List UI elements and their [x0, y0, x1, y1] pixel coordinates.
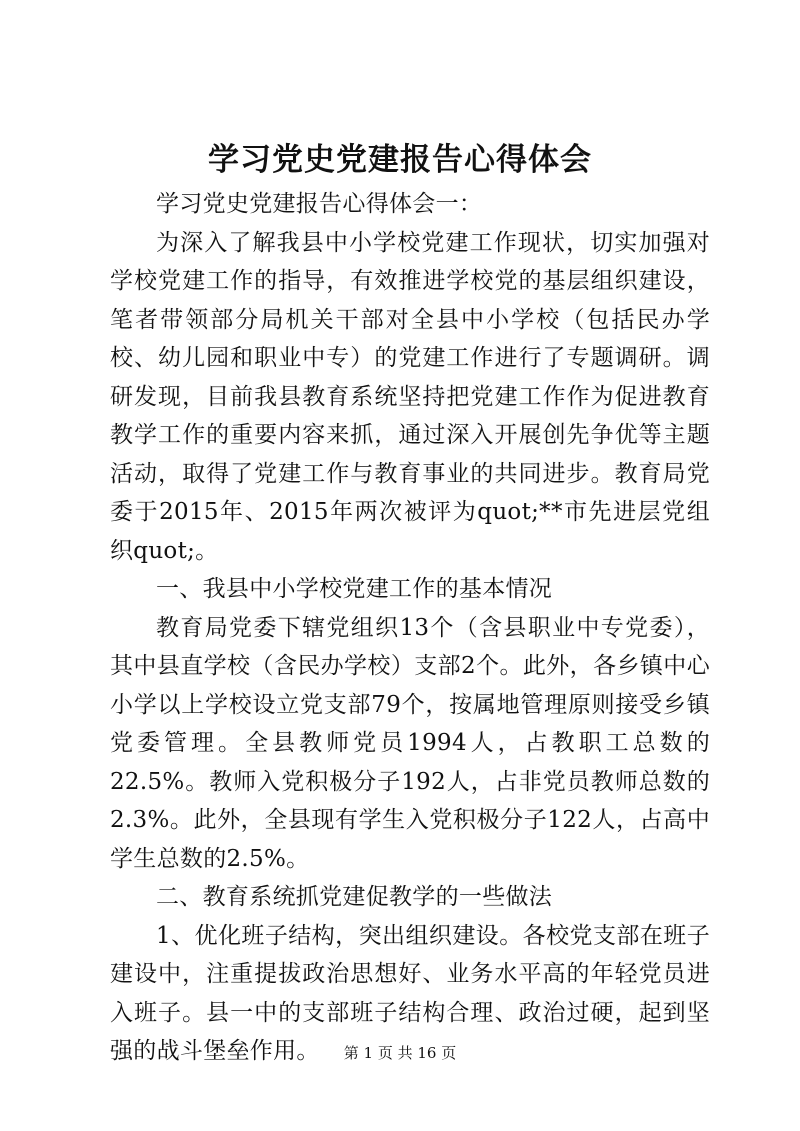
document-title: 学习党史党建报告心得体会: [208, 142, 592, 178]
paragraph-subtitle: 学习党史党建报告心得体会一：: [156, 191, 483, 217]
page-footer: 第 1 页 共 16 页: [343, 1044, 457, 1062]
paragraph-practice-1: 1、优化班子结构，突出组织建设。各校党支部在班子建设中，注重提拔政治思想好、业务水平高的年轻党员进入班子。县一中的支部班子结构合理、政治过硬，起到坚强的战斗堡垒作用。: [110, 922, 710, 1064]
paragraph-intro: 为深入了解我县中小学校党建工作现状，切实加强对学校党建工作的指导，有效推进学校党的基层组织建设，笔者带领部分局机关干部对全县中小学校（包括民办学校、幼儿园和职业中专）的党建工作进行了专题调研。调研发现，目前我县教育系统坚持把党建工作作为促进教育教学工作的重要内容来抓，通过深入开展创先争优等主题活动，取得了党建工作与教育事业的共同进步。教育局党委于2015年、2015年两次被评为quot;**市先进层党组织quot;。: [110, 229, 710, 564]
section-heading-2: 二、教育系统抓党建促教学的一些做法: [156, 884, 553, 910]
section-heading-1: 一、我县中小学校党建工作的基本情况: [156, 576, 553, 602]
document-body: [110, 185, 710, 1071]
paragraph-basic-info: 教育局党委下辖党组织13个（含县职业中专党委），其中县直学校（含民办学校）支部2个。此外，各乡镇中心小学以上学校设立党支部79个，按属地管理原则接受乡镇党委管理。全县教师党员1994人，占教职工总数的22.5%。教师入党积极分子192人，占非党员教师总数的2.3%。此外，全县现有学生入党积极分子122人，占高中学生总数的2.5%。: [110, 614, 710, 872]
